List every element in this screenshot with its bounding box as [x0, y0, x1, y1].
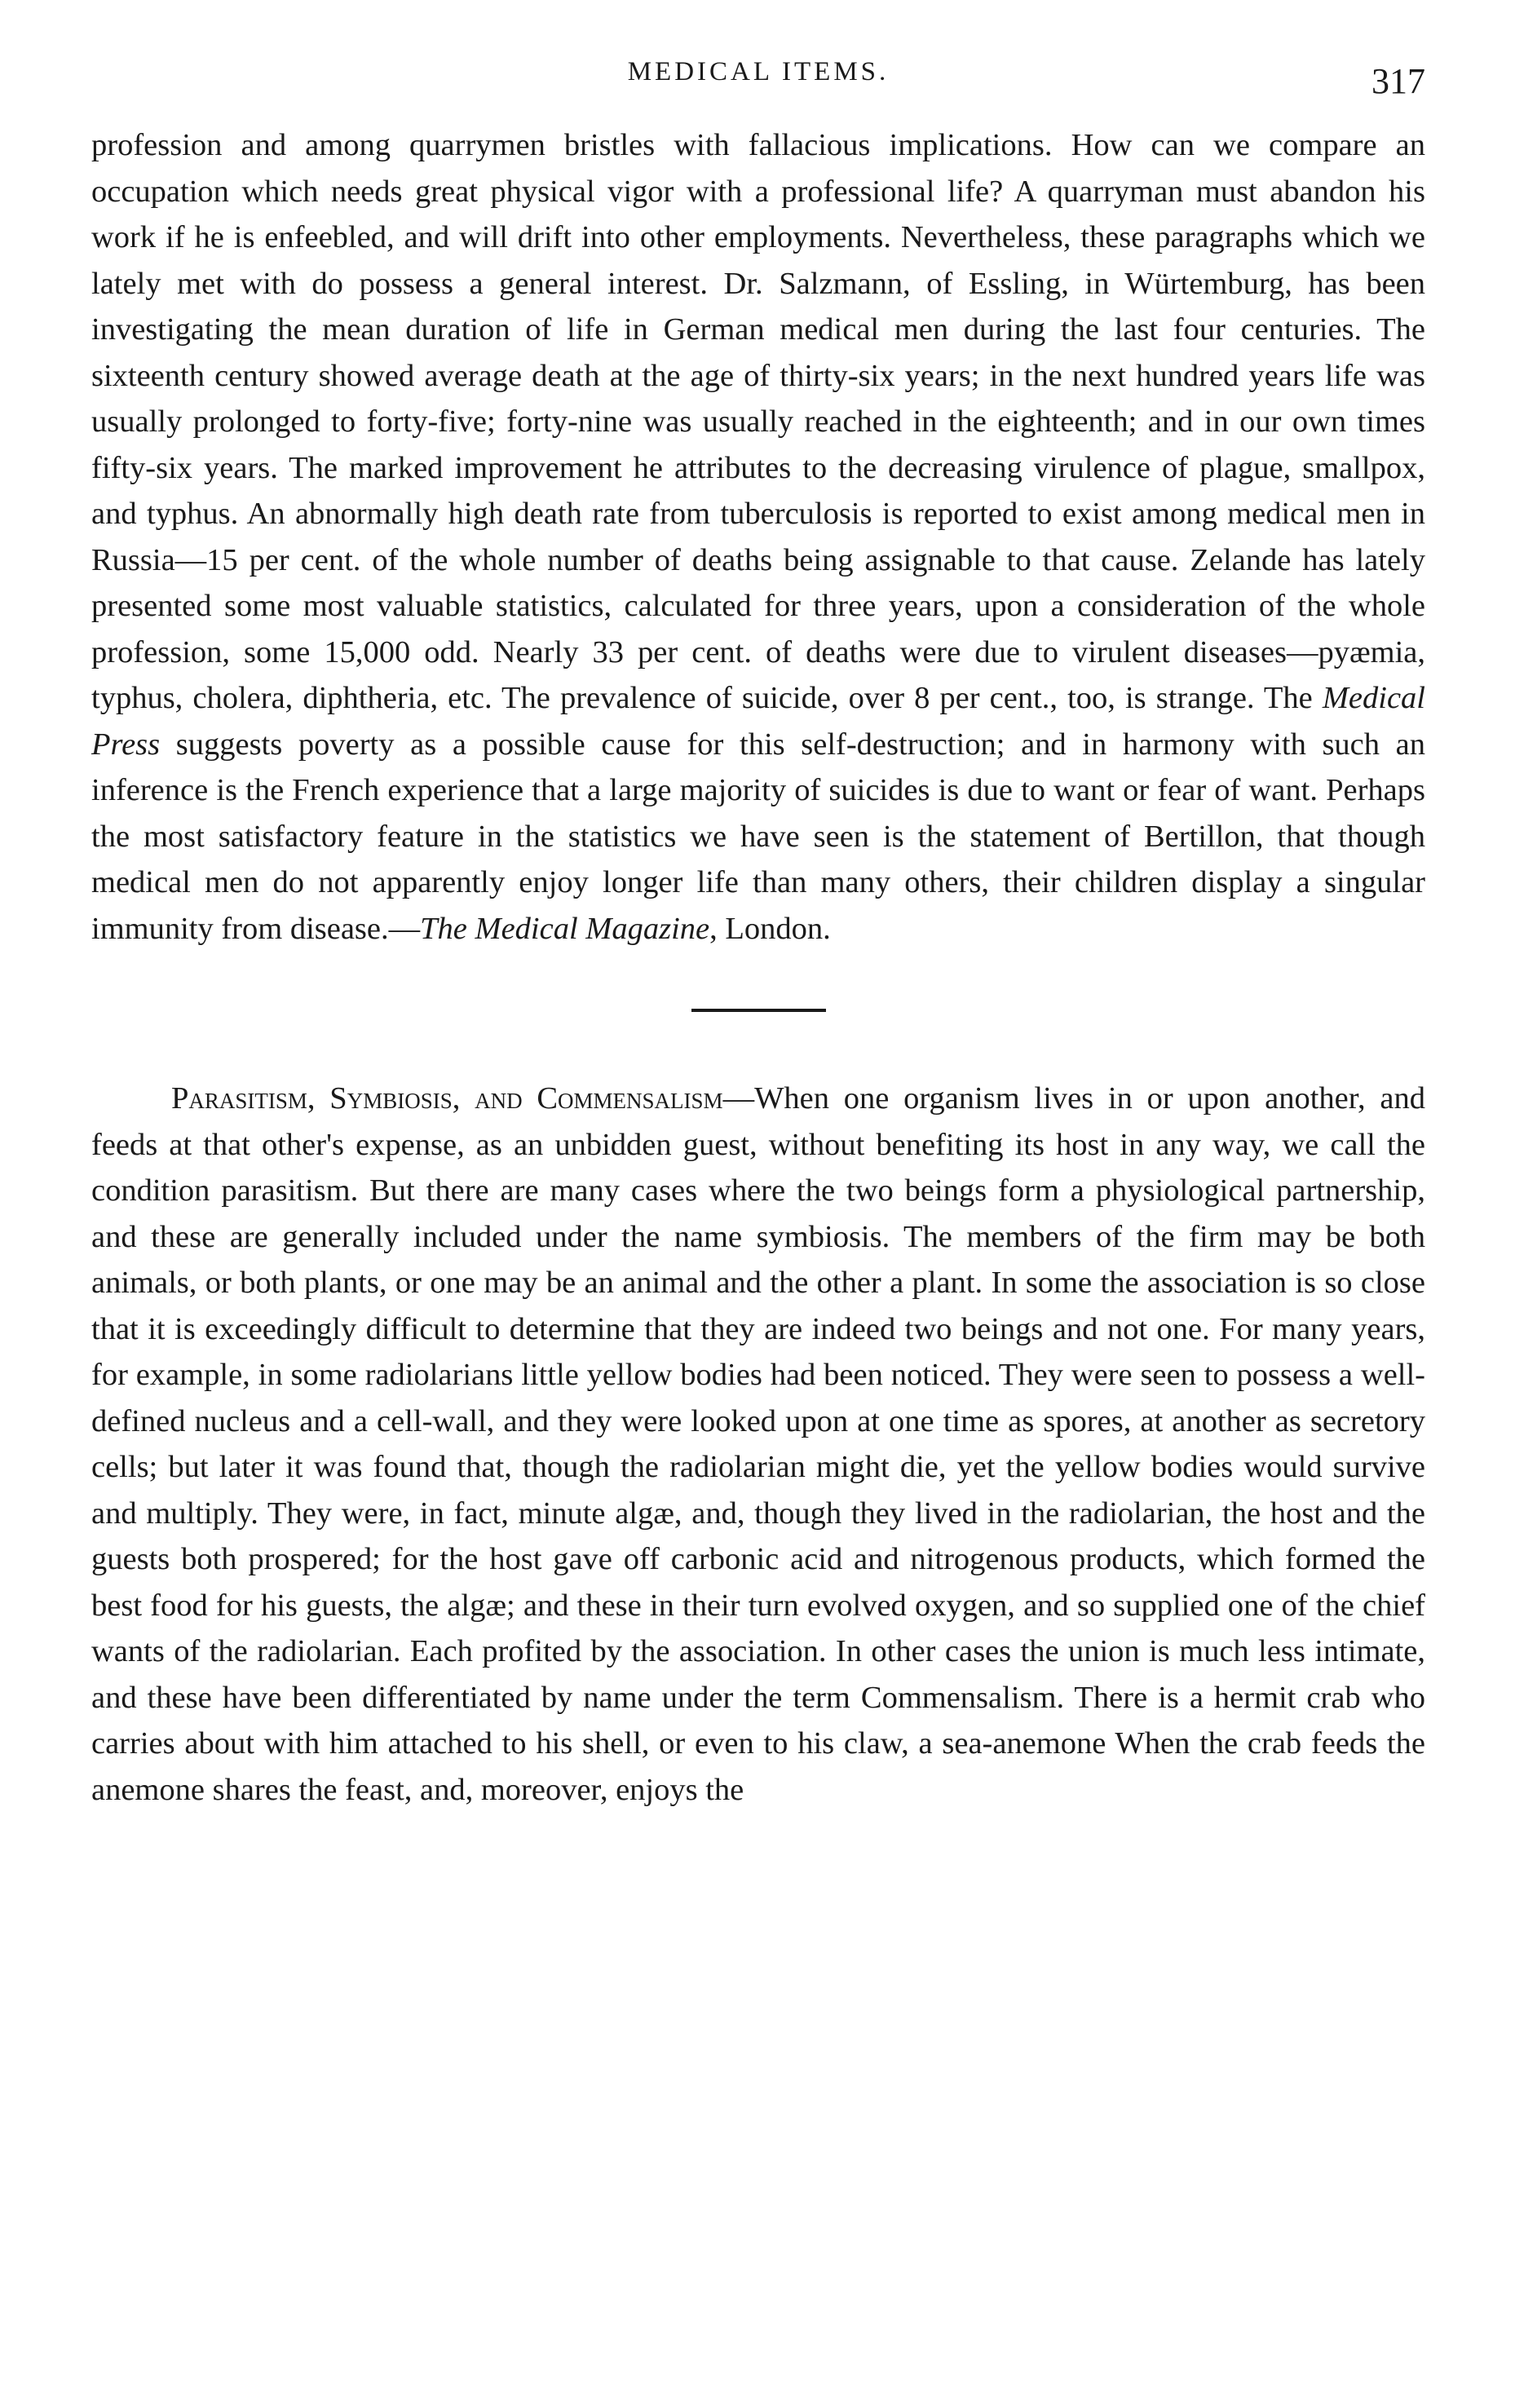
page-header — [91, 49, 1425, 122]
running-title: MEDICAL ITEMS. — [627, 57, 890, 86]
source-location: , London. — [709, 911, 831, 946]
article-heading: Parasitism, Symbiosis, and Commensalism — [171, 1081, 723, 1116]
document-page — [91, 49, 1425, 2365]
journal-name: Medical Press — [91, 681, 1425, 762]
article-body: —When one organism lives in or upon another, and feeds at that other's expense, as an unbidden guest, without benefiting its host in any way, we call the condition parasitism. But there are many cases where the two beings form a physiological partnership, and these are generally included under the name symbiosis. The members of the firm may be both animals, or both plants, or one may be an animal and the other a plant. In some the association is so close that it is exceedingly difficult to determine that they are indeed two beings and not one. For many years, for example, in some radiolarians little yellow bodies had been noticed. They were seen to possess a well-defined nucleus and a cell-wall, and they were looked upon at one time as spores, at another as secretory cells; but later it was found that, though the radiolarian might die, yet the yellow bodies would survive and multiply. They were, in fact, minute algæ, and, though they lived in the radiolarian, the host and the guests both prospered; for the host gave off carbonic acid and nitrogenous products, which formed the best food for his guests, the algæ; and these in their turn evolved oxygen, and so supplied one of the chief wants of the radiolarian. Each profited by the association. In other cases the union is much less intimate, and these have been differentiated by name under the term Commensalism. There is a hermit crab who carries about with him attached to his shell, or even to his claw, a sea-anemone When the crab feeds the anemone shares the feast, and, moreover, enjoys the — [91, 1081, 1426, 1807]
article-text-part-2: suggests poverty as a possible cause for this self-destruction; and in harmony with such an inference is the French experience that a large majority of suicides is due to want or fear of want. Perhaps the most satisfactory feature in the statistics we have seen is the statement of Bertillon, that though medical men do not apparently enjoy longer life than many others, their children display a singular immunity from disease.— — [91, 727, 1425, 946]
section-divider — [691, 1009, 826, 1012]
page-number: 317 — [1371, 61, 1425, 101]
article-medical-longevity — [91, 122, 1425, 952]
source-citation: The Medical Magazine — [420, 911, 710, 946]
article-text-part-1: profession and among quarrymen bristles with fallacious implications. How can we compare an occupation which needs great physical vigor with a professional life? A quarryman must abandon his work if he is enfeebled, and will drift into other employments. Nevertheless, these paragraphs which we lately met with do possess a general interest. Dr. Salzmann, of Essling, in Würtemburg, has been investigating the mean duration of life in German medical men during the last four centuries. The sixteenth century showed average death at the age of thirty-six years; in the next hundred years life was usually prolonged to forty-five; forty-nine was usually reached in the eighteenth; and in our own times fifty-six years. The marked improvement he attributes to the decreasing virulence of plague, smallpox, and typhus. An abnormally high death rate from tuberculosis is reported to exist among medical men in Russia—15 per cent. of the whole number of deaths being assignable to that cause. Zelande has lately presented some most valuable statistics, calculated for three years, upon a consideration of the whole profession, some 15,000 odd. Nearly 33 per cent. of deaths were due to virulent diseases—pyæmia, typhus, cholera, diphtheria, etc. The prevalence of suicide, over 8 per cent., too, is strange. The — [91, 128, 1425, 715]
article-parasitism — [91, 1076, 1425, 1813]
